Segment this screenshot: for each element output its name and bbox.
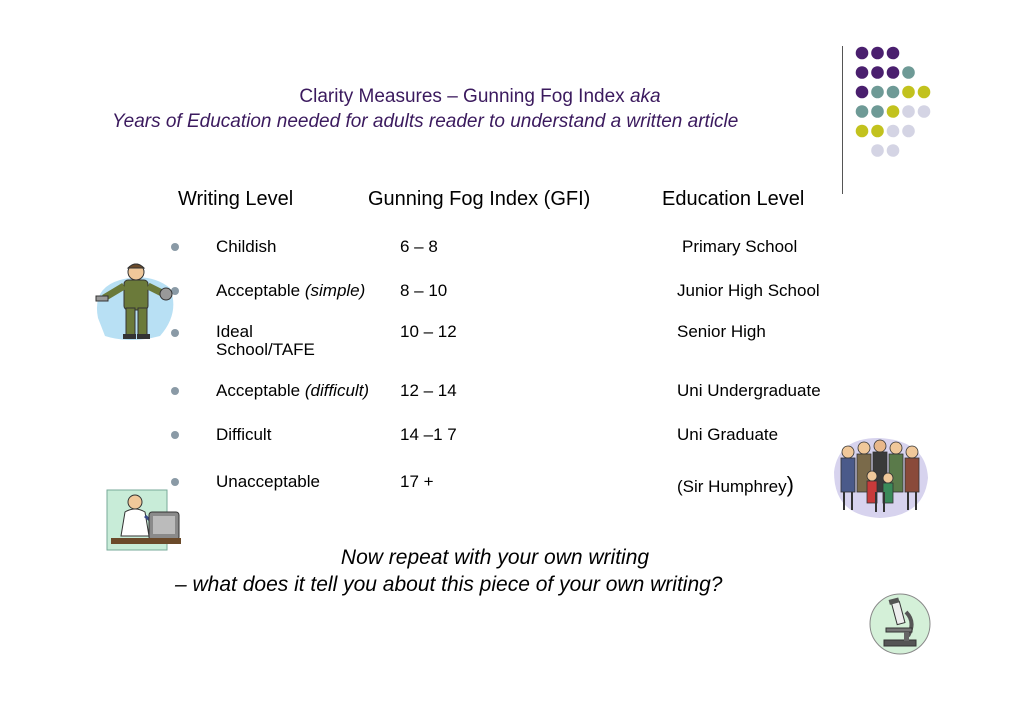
decorative-dot bbox=[871, 144, 884, 157]
decorative-dot bbox=[902, 105, 915, 118]
decorative-dot bbox=[887, 47, 900, 60]
decorative-dot bbox=[887, 66, 900, 79]
row-gfi: 17 + bbox=[400, 472, 434, 491]
group-of-people-clipart-icon bbox=[828, 432, 932, 522]
decorative-dot bbox=[902, 125, 915, 138]
slide-title-line1: Clarity Measures – Gunning Fog Index aka bbox=[299, 86, 661, 107]
row-gfi: 14 –1 7 bbox=[400, 425, 457, 444]
decorative-dot bbox=[887, 144, 900, 157]
decorative-dot bbox=[856, 105, 869, 118]
bullet-icon bbox=[171, 478, 179, 486]
row-level: Unacceptable bbox=[216, 472, 320, 491]
computer-user-clipart-icon bbox=[105, 486, 185, 554]
row-level: Ideal bbox=[216, 322, 253, 341]
decorative-dot bbox=[887, 125, 900, 138]
decorative-dot bbox=[856, 47, 869, 60]
decorative-dot bbox=[902, 66, 915, 79]
decorative-dot bbox=[856, 86, 869, 99]
row-gfi: 6 – 8 bbox=[400, 237, 438, 256]
decorative-dot bbox=[871, 47, 884, 60]
row-education: (Sir Humphrey) bbox=[677, 472, 794, 497]
row-level: Acceptable (difficult) bbox=[216, 381, 370, 400]
row-education: Senior High bbox=[677, 322, 766, 341]
bullet-icon bbox=[171, 243, 179, 251]
row-education: Primary School bbox=[682, 237, 798, 256]
decorative-dot bbox=[856, 125, 869, 138]
row-gfi: 12 – 14 bbox=[400, 381, 457, 400]
footer-line1: Now repeat with your own writing bbox=[340, 546, 650, 569]
row-level: Difficult bbox=[216, 425, 272, 444]
row-level: Childish bbox=[216, 237, 277, 256]
header-education-level: Education Level bbox=[662, 188, 805, 210]
row-education: Uni Graduate bbox=[677, 425, 779, 444]
slide-title-line2: Years of Education needed for adults reader to understand a written article bbox=[112, 111, 739, 132]
header-gfi: Gunning Fog Index (GFI) bbox=[368, 188, 591, 210]
bullet-icon bbox=[171, 387, 179, 395]
mechanic-clipart-icon bbox=[90, 258, 182, 344]
footer-line2: – what does it tell you about this piece of your own writing? bbox=[175, 573, 723, 596]
decorative-dot bbox=[871, 86, 884, 99]
decorative-dot bbox=[918, 86, 931, 99]
decorative-dot bbox=[871, 66, 884, 79]
decorative-dot bbox=[887, 86, 900, 99]
decorative-dot bbox=[871, 125, 884, 138]
decorative-dot-grid-icon bbox=[855, 46, 945, 176]
row-gfi: 8 – 10 bbox=[400, 281, 448, 300]
decorative-dot bbox=[856, 66, 869, 79]
row-education: Uni Undergraduate bbox=[677, 381, 821, 400]
row-level-continuation: School/TAFE bbox=[216, 340, 315, 359]
header-writing-level: Writing Level bbox=[178, 188, 294, 210]
bullet-icon bbox=[171, 431, 179, 439]
microscope-clipart-icon bbox=[868, 592, 932, 656]
decorative-dot bbox=[871, 105, 884, 118]
decorative-dot bbox=[902, 86, 915, 99]
decorative-dot bbox=[918, 105, 931, 118]
row-education: Junior High School bbox=[677, 281, 820, 300]
divider-line bbox=[842, 46, 843, 194]
row-gfi: 10 – 12 bbox=[400, 322, 457, 341]
decorative-dot bbox=[887, 105, 900, 118]
row-level: Acceptable (simple) bbox=[216, 281, 366, 300]
